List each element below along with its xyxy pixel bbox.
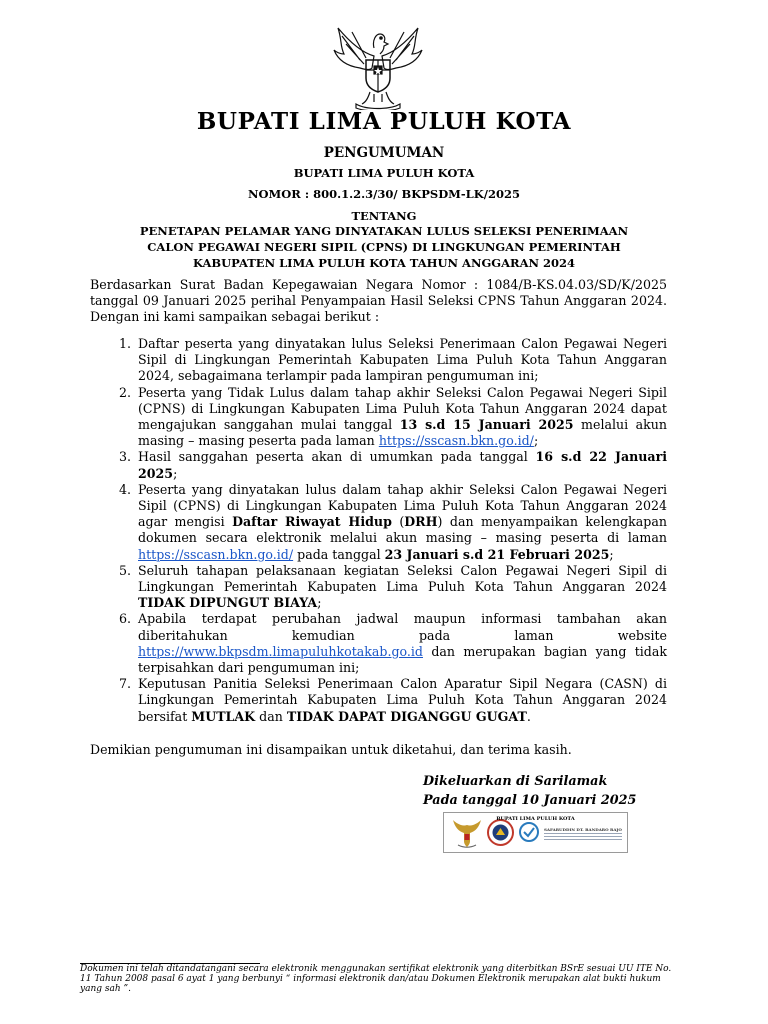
closing-sentence: Demikian pengumuman ini disampaikan untuk diketahui, dan terima kasih. bbox=[90, 742, 572, 757]
announcement-list bbox=[90, 336, 667, 725]
issuance-block bbox=[423, 772, 636, 810]
electronic-signature-footnote: Dokumen ini telah ditandatangani secara elektronik menggunakan sertifikat elektronik yang diterbitkan BSrE sesuai UU ITE No. 11 Tahun 2008 pasal 6 ayat 1 yang berbunyi “ informasi elektronik dan/atau Dokumen Elektronik merupakan alat bukti hukum yang sah ”. bbox=[80, 964, 672, 994]
list-item: 2. Peserta yang Tidak Lulus dalam tahap akhir Seleksi Calon Pegawai Negeri Sipil (CPNS) di Lingkungan Kabupaten Lima Puluh Kota Tahun Anggaran 2024 dapat mengajukan sanggahan mulai tanggal 13 s.d 15 Januari 2025 melalui akun masing – masing peserta pada laman https://sscasn.bkn.go.id/; bbox=[135, 385, 667, 450]
list-item: 5. Seluruh tahapan pelaksanaan kegiatan Seleksi Calon Pegawai Negeri Sipil di Lingkungan Pemerintah Kabupaten Lima Puluh Kota Tahun Anggaran 2024 TIDAK DIPUNGUT BIAYA; bbox=[135, 563, 667, 612]
about-line: CALON PEGAWAI NEGERI SIPIL (CPNS) DI LINGKUNGAN PEMERINTAH bbox=[147, 240, 621, 254]
issue-date: Pada tanggal 10 Januari 2025 bbox=[423, 793, 637, 808]
sscasn-link[interactable]: https://sscasn.bkn.go.id/ bbox=[378, 433, 534, 449]
list-item: 6. Apabila terdapat perubahan jadwal maupun informasi tambahan akan diberitahukan kemudian pada laman website https://www.bkpsdm.limapuluhkotakab.go.id dan merupakan bagian yang tidak terpisahkan dari pengumuman ini; bbox=[135, 611, 667, 676]
document-number: NOMOR : 800.1.2.3/30/ BKPSDM-LK/2025 bbox=[248, 187, 520, 201]
e-signature-stamp bbox=[443, 812, 628, 853]
garuda-emblem-icon bbox=[330, 26, 426, 110]
list-item: 4. Peserta yang dinyatakan lulus dalam tahap akhir Seleksi Calon Pegawai Negeri Sipil (CPNS) di Lingkungan Kabupaten Lima Puluh Kota Tahun Anggaran 2024 agar mengisi Daftar Riwayat Hidup (DRH) dan menyampaikan kelengkapan dokumen secara elektronik melalui akun masing – masing peserta di laman https://sscasn.bkn.go.id/ pada tanggal 23 Januari s.d 21 Februari 2025; bbox=[135, 482, 667, 563]
bkpsdm-website-link[interactable]: https://www.bkpsdm.limapuluhkotakab.go.id bbox=[138, 643, 423, 659]
sscasn-link[interactable]: https://sscasn.bkn.go.id/ bbox=[138, 546, 294, 562]
stamp-fine-print bbox=[544, 833, 622, 842]
announcement-title: PENGUMUMAN bbox=[323, 145, 445, 161]
stamp-title: BUPATI LIMA PULUH KOTA bbox=[496, 816, 575, 822]
about-line: KABUPATEN LIMA PULUH KOTA TAHUN ANGGARAN 2024 bbox=[192, 256, 576, 270]
about-line: PENETAPAN PELAMAR YANG DINYATAKAN LULUS SELEKSI PENERIMAAN bbox=[139, 224, 629, 238]
issue-place: Dikeluarkan di Sarilamak bbox=[423, 774, 608, 789]
letterhead-title: BUPATI LIMA PULUH KOTA bbox=[196, 108, 572, 135]
stamp-signer-name: SAFARUDDIN DT. BANDARO RAJO bbox=[544, 827, 622, 832]
list-item: 7. Keputusan Panitia Seleksi Penerimaan Calon Aparatur Sipil Negara (CASN) di Lingkungan Pemerintah Kabupaten Lima Puluh Kota Tahun Anggaran 2024 bersifat MUTLAK dan TIDAK DAPAT DIGANGGU GUGAT. bbox=[135, 676, 667, 725]
issuer-name: BUPATI LIMA PULUH KOTA bbox=[293, 166, 475, 180]
list-item: 1. Daftar peserta yang dinyatakan lulus Seleksi Penerimaan Calon Pegawai Negeri Sipil di Lingkungan Pemerintah Kabupaten Lima Puluh Kota Tahun Anggaran 2024, sebagaimana terlampir pada lampiran pengumuman ini; bbox=[135, 336, 667, 385]
about-subject bbox=[70, 223, 698, 271]
about-label: TENTANG bbox=[351, 209, 417, 223]
list-item: 3. Hasil sanggahan peserta akan di umumkan pada tanggal 16 s.d 22 Januari 2025; bbox=[135, 449, 667, 481]
bsre-logo-icon bbox=[518, 821, 540, 843]
regency-seal-icon bbox=[487, 819, 514, 846]
garuda-icon bbox=[452, 819, 482, 849]
intro-paragraph: Berdasarkan Surat Badan Kepegawaian Negara Nomor : 1084/B-KS.04.03/SD/K/2025 tanggal 09 Januari 2025 perihal Penyampaian Hasil Seleksi CPNS Tahun Anggaran 2024. Dengan ini kami sampaikan sebagai berikut : bbox=[90, 277, 667, 325]
